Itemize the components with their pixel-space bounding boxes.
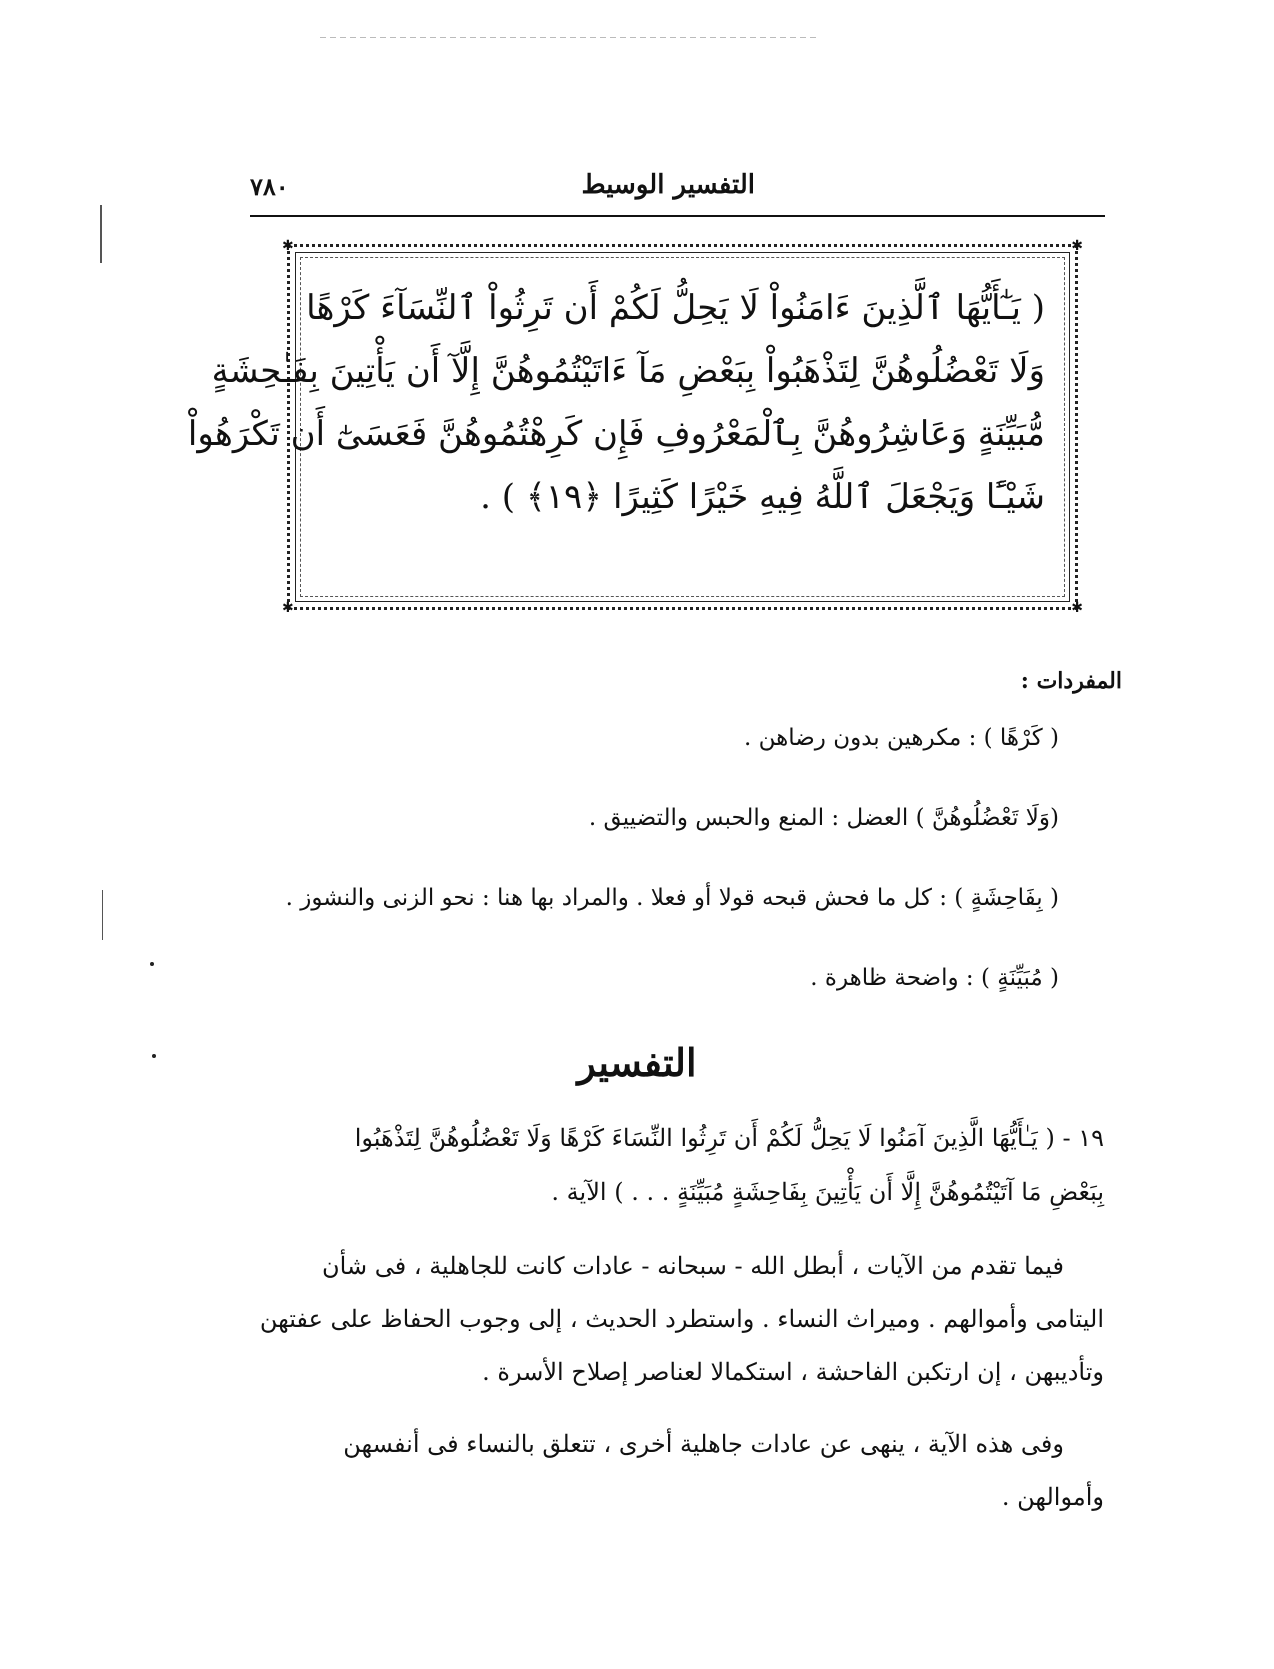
tafsir-heading: التفسير xyxy=(577,1040,697,1085)
text-line: بِبَعْضِ مَا آتَيْتُمُوهُنَّ إِلَّا أَن يَأْتِينَ بِفَاحِشَةٍ مُبَيِّنَةٍ . . . ) الآية . xyxy=(551,1178,1104,1206)
corner-star-icon: ✱ xyxy=(1071,600,1083,616)
scan-margin-mark xyxy=(102,890,103,940)
text-line: فيما تقدم من الآيات ، أبطل الله - سبحانه - عادات كانت للجاهلية ، فى شأن xyxy=(322,1252,1064,1280)
running-title: التفسير الوسيط xyxy=(581,170,755,200)
vocabulary-item: (وَلَا تَعْضُلُوهُنَّ ) العضل : المنع والحبس والتضييق . xyxy=(588,805,1059,831)
verse-line: ( يَـٰٓأَيُّهَا ٱلَّذِينَ ءَامَنُواْ لَا يَحِلُّ لَكُمْ أَن تَرِثُواْ ٱلنِّسَآءَ كَرْهًا xyxy=(306,288,1045,328)
vocabulary-item: ( كَرْهًا ) : مكرهين بدون رضاهن . xyxy=(743,725,1059,751)
corner-star-icon: ✱ xyxy=(282,238,294,254)
verse-line: وَلَا تَعْضُلُوهُنَّ لِتَذْهَبُواْ بِبَعْضِ مَآ ءَاتَيْتُمُوهُنَّ إِلَّآ أَن يَأْتِينَ بِفَـٰحِشَةٍ xyxy=(211,351,1045,391)
corner-star-icon: ✱ xyxy=(1071,238,1083,254)
text-line: وتأديبهن ، إن ارتكبن الفاحشة ، استكمالا لعناصر إصلاح الأسرة . xyxy=(482,1358,1104,1386)
page-header xyxy=(250,170,1105,214)
scan-dot xyxy=(150,962,154,966)
tafsir-verse-reference xyxy=(262,1111,1104,1219)
scan-margin-mark xyxy=(100,205,102,263)
quran-verse-frame xyxy=(187,238,1083,616)
quran-verse-text xyxy=(187,277,1045,529)
corner-star-icon: ✱ xyxy=(282,600,294,616)
vocabulary-label: المفردات : xyxy=(1020,668,1122,694)
text-line: ١٩ - ( يَـٰأَيُّهَا الَّذِينَ آمَنُوا لَا يَحِلُّ لَكُمْ أَن تَرِثُوا النِّسَاءَ كَرْهًا وَلَا تَعْضُلُوهُنَّ لِتَذْهَبُوا xyxy=(354,1124,1104,1152)
vocabulary-item: ( مُبَيِّنَةٍ ) : واضحة ظاهرة . xyxy=(810,965,1059,991)
text-line: وأموالهن . xyxy=(1001,1483,1104,1511)
scan-artifact-line xyxy=(320,37,820,38)
header-rule xyxy=(250,215,1105,217)
page-number: ٧٨٠ xyxy=(250,172,289,201)
text-line: وفى هذه الآية ، ينهى عن عادات جاهلية أخرى ، تتعلق بالنساء فى أنفسهن xyxy=(343,1430,1064,1458)
tafsir-paragraph xyxy=(259,1240,1104,1399)
vocabulary-item: ( بِفَاحِشَةٍ ) : كل ما فحش قبحه قولا أو فعلا . والمراد بها هنا : نحو الزنى والنشوز . xyxy=(285,885,1059,911)
verse-line: مُّبَيِّنَةٍ وَعَاشِرُوهُنَّ بِٱلْمَعْرُوفِ فَإِن كَرِهْتُمُوهُنَّ فَعَسَىٰٓ أَن تَكْرَهُواْ xyxy=(187,414,1045,454)
verse-line: شَيْـًٔا وَيَجْعَلَ ٱللَّهُ فِيهِ خَيْرًا كَثِيرًا ﴿١٩﴾ ) . xyxy=(480,477,1045,517)
text-line: اليتامى وأموالهم . وميراث النساء . واستطرد الحديث ، إلى وجوب الحفاظ على عفتهن xyxy=(259,1305,1104,1333)
vocabulary-list xyxy=(159,725,1059,1045)
tafsir-paragraph xyxy=(262,1418,1104,1524)
